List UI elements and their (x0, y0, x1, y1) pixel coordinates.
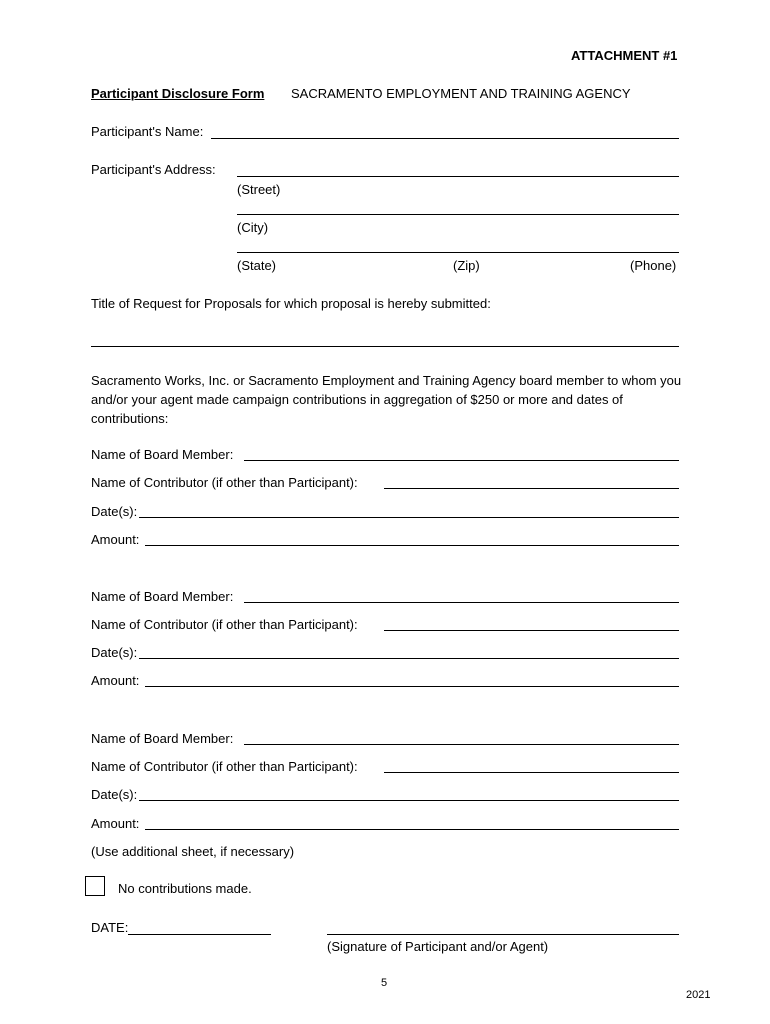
board-member-field-2[interactable] (244, 602, 679, 603)
date-field[interactable] (128, 934, 271, 935)
additional-sheet-note: (Use additional sheet, if necessary) (91, 844, 295, 859)
dates-label: Date(s): (91, 787, 138, 802)
amount-label: Amount: (91, 816, 140, 831)
city-label: (City) (237, 220, 269, 235)
board-member-label: Name of Board Member: (91, 731, 234, 746)
page-number: 5 (381, 977, 388, 989)
signature-label: (Signature of Participant and/or Agent) (327, 939, 549, 954)
rfp-title-field[interactable] (91, 346, 679, 347)
participant-address-label: Participant's Address: (91, 162, 216, 177)
dates-label: Date(s): (91, 645, 138, 660)
date-label: DATE: (91, 920, 129, 935)
rfp-title-label: Title of Request for Proposals for which proposal is hereby submitted: (91, 296, 491, 311)
attachment-label: ATTACHMENT #1 (571, 48, 678, 63)
no-contributions-checkbox[interactable] (85, 876, 105, 896)
year-label: 2021 (686, 989, 711, 1001)
dates-field-3[interactable] (139, 800, 679, 801)
contributions-intro: Sacramento Works, Inc. or Sacramento Employment and Training Agency board member to whom you and/or your agent made campaign contributions in aggregation of $250 or more and dates of contributions: (91, 373, 682, 426)
amount-field-2[interactable] (145, 686, 679, 687)
contributor-field-2[interactable] (384, 630, 679, 631)
dates-label: Date(s): (91, 504, 138, 519)
contributor-label: Name of Contributor (if other than Participant): (91, 759, 358, 774)
board-member-field-3[interactable] (244, 744, 679, 745)
board-member-field-1[interactable] (244, 460, 679, 461)
board-member-label: Name of Board Member: (91, 589, 234, 604)
city-field[interactable] (237, 214, 679, 215)
state-label: (State) (237, 258, 277, 273)
contributor-label: Name of Contributor (if other than Participant): (91, 617, 358, 632)
contributor-label: Name of Contributor (if other than Participant): (91, 475, 358, 490)
form-title: Participant Disclosure Form (91, 86, 265, 101)
street-label: (Street) (237, 182, 281, 197)
amount-field-3[interactable] (145, 829, 679, 830)
state-zip-phone-field[interactable] (237, 252, 679, 253)
contributor-field-3[interactable] (384, 772, 679, 773)
zip-label: (Zip) (453, 258, 480, 273)
agency-name: SACRAMENTO EMPLOYMENT AND TRAINING AGENCY (291, 86, 631, 101)
contributor-field-1[interactable] (384, 488, 679, 489)
amount-label: Amount: (91, 673, 140, 688)
dates-field-2[interactable] (139, 658, 679, 659)
dates-field-1[interactable] (139, 517, 679, 518)
phone-label: (Phone) (630, 258, 677, 273)
street-field[interactable] (237, 176, 679, 177)
no-contributions-label: No contributions made. (118, 881, 252, 896)
amount-label: Amount: (91, 532, 140, 547)
board-member-label: Name of Board Member: (91, 447, 234, 462)
participant-name-label: Participant's Name: (91, 124, 204, 139)
amount-field-1[interactable] (145, 545, 679, 546)
signature-field[interactable] (327, 934, 679, 935)
participant-name-field[interactable] (211, 138, 679, 139)
